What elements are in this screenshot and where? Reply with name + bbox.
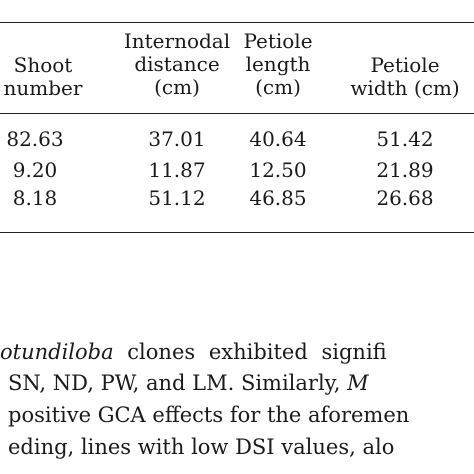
cell-petiole-width: 21.89 (376, 158, 434, 182)
header-plen-line3: (cm) (255, 75, 301, 99)
header-plen-line1: Petiole (243, 29, 313, 53)
header-internodal-line3: (cm) (154, 75, 200, 99)
header-petiole-length (230, 30, 326, 99)
header-pwid-line2: width (cm) (350, 76, 460, 100)
cell-petiole-width: 26.68 (376, 186, 434, 210)
table-header-rule (0, 113, 474, 114)
cell-internodal: 51.12 (148, 186, 206, 210)
paragraph-line-4-text: eding, lines with low DSI values, alo (8, 435, 395, 459)
cell-petiole-length: 46.85 (249, 186, 307, 210)
species-name: otundiloba (0, 340, 114, 364)
paragraph-line-4 (8, 434, 474, 460)
cell-internodal: 37.01 (148, 127, 206, 151)
paragraph-line-3-text: positive GCA effects for the aforemen (8, 403, 410, 427)
paragraph-line-2 (8, 370, 474, 396)
header-pwid-line1: Petiole (370, 53, 440, 77)
cell-internodal: 11.87 (148, 158, 206, 182)
paragraph-line-1-rest: clones exhibited signifi (113, 340, 387, 364)
cell-petiole-length: 12.50 (249, 158, 307, 182)
cell-shoot: 82.63 (6, 127, 64, 151)
header-shoot-line2: number (3, 76, 83, 100)
cell-petiole-length: 40.64 (249, 127, 307, 151)
header-shoot-line1: Shoot (13, 53, 73, 77)
table-top-rule (0, 22, 474, 23)
cell-petiole-width: 51.42 (376, 127, 434, 151)
header-plen-line2: length (245, 52, 311, 76)
header-internodal-line2: distance (134, 52, 220, 76)
paragraph-line-1 (0, 339, 474, 365)
table-bottom-rule (0, 232, 474, 233)
species-initial: M (347, 371, 369, 395)
header-petiole-width (340, 54, 470, 100)
header-shoot-number (0, 54, 100, 100)
cell-shoot: 8.18 (12, 186, 58, 210)
paragraph-line-2-text: SN, ND, PW, and LM. Similarly, (8, 371, 348, 395)
paragraph-line-3 (8, 402, 474, 428)
header-internodal-distance (112, 30, 242, 99)
header-internodal-line1: Internodal (123, 29, 231, 53)
cell-shoot: 9.20 (12, 158, 58, 182)
